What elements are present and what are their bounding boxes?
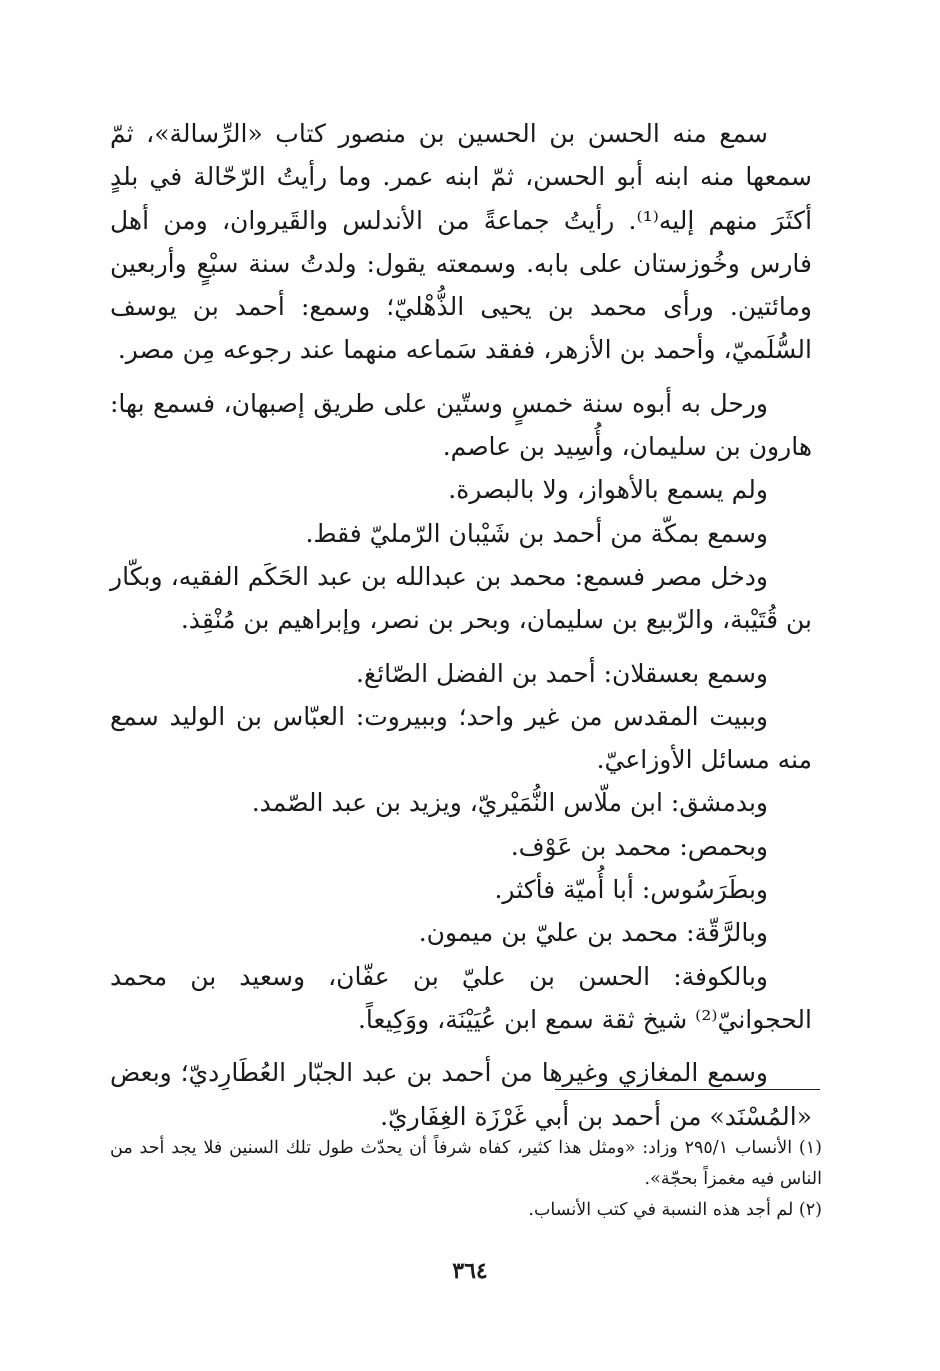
main-text <box>110 112 812 1138</box>
paragraph: وبحمص: محمد بن عَوْف. <box>510 831 768 861</box>
paragraph: وبطَرَسُوس: أبا أُميّة فأكثر. <box>494 875 768 905</box>
paragraph: ولم يسمع بالأهواز، ولا بالبصرة. <box>448 475 768 505</box>
paragraph: وبالكوفة: الحسن بن عليّ بن عفّان، وسعيد بن محمد الحجوانيّ⁽²⁾ شيخ ثقة سمع ابن عُيَيْنَة، ووَكِيعاً. <box>110 961 812 1034</box>
paragraph: ورحل به أبوه سنة خمسٍ وستّين على طريق إصبهان، فسمع بها: هارون بن سليمان، وأُسِيد بن عاصم. <box>110 388 812 462</box>
page-number: ٣٦٤ <box>452 1258 488 1284</box>
paragraph: ودخل مصر فسمع: محمد بن عبدالله بن عبد الحَكَم الفقيه، وبكّار بن قُتَيْبة، والرّبيع بن سليمان، وبحر بن نصر، وإبراهيم بن مُنْقِذ. <box>110 561 812 635</box>
footnote-1: (١) الأنساب ٢٩٥/١ وزاد: «ومثل هذا كثير، كفاه شرفاً أن يحدّث طول تلك السنين فلا يجد أحد من الناس فيه مغمزاً بحجّة». <box>110 1138 822 1189</box>
paragraph: وبالرَّقّة: محمد بن عليّ بن ميمون. <box>418 918 768 948</box>
paragraph: وبدمشق: ابن ملّاس النُّمَيْريّ، ويزيد بن عبد الصّمد. <box>251 788 768 818</box>
paragraph: وسمع المغازي وغيرها من أحمد بن عبد الجبّار العُطَارِديّ؛ وبعض «المُسْنَد» من أحمد بن أبي غَرْزَة الغِفَاريّ. <box>110 1058 812 1131</box>
paragraph: سمع منه الحسن بن الحسين بن منصور كتاب «الرِّسالة»، ثمّ سمعها منه ابنه أبو الحسن، ثمّ ابنه عمر. وما رأيتُ الرّحّالة في بلدٍ أكثَرَ منهم إليه⁽¹⁾. رأيتُ جماعةً من الأندلس والقَيروان، ومن أهل فارس وخُوزستان على بابه. وسمعته يقول: ولدتُ سنة سبْعٍ وأربعين ومائتين. ورأى محمد بن يحيى الذُّهْليّ؛ وسمع: أحمد بن يوسف السُّلَميّ، وأحمد بن الأزهر، ففقد سَماعه منهما عند رجوعه مِن مصر. <box>110 119 813 365</box>
paragraph: وببيت المقدس من غير واحد؛ وببيروت: العبّاس بن الوليد سمع منه مسائل الأوزاعيّ. <box>110 701 812 775</box>
footnote-divider <box>555 1089 820 1090</box>
paragraph: وسمع بعسقلان: أحمد بن الفضل الصّائغ. <box>355 658 768 688</box>
paragraph: وسمع بمكّة من أحمد بن شَيْبان الرّمليّ فقط. <box>305 518 768 548</box>
footnotes <box>110 1133 822 1226</box>
footnote-2: (٢) لم أجد هذه النسبة في كتب الأنساب. <box>528 1200 822 1220</box>
